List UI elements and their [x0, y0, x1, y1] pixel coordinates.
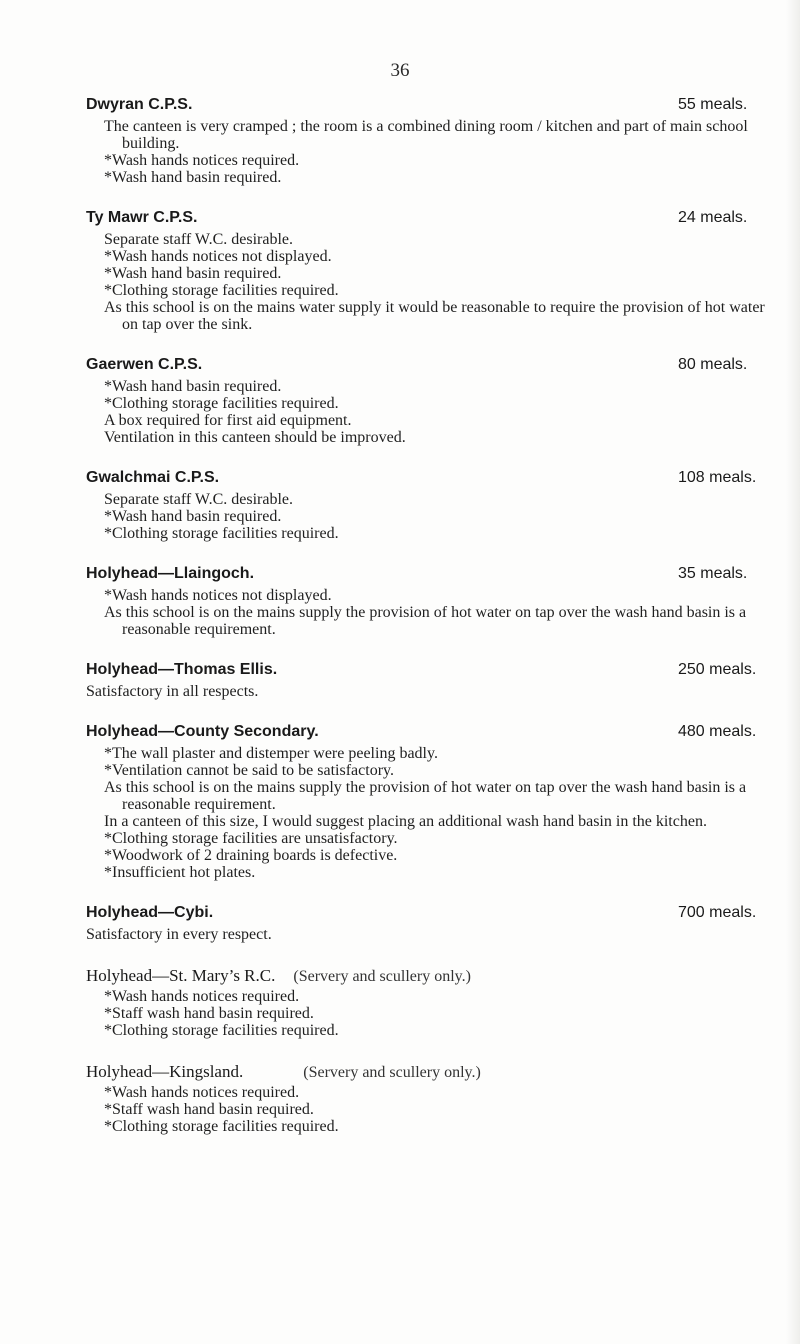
entry-header — [86, 209, 768, 231]
entry-line: *Clothing storage facilities are unsatisfactory. — [104, 830, 398, 847]
entry-line: *Clothing storage facilities required. — [104, 1118, 339, 1135]
entry-line: *Clothing storage facilities required. — [104, 395, 339, 412]
entry-line: *Wash hand basin required. — [104, 508, 282, 525]
meal-count: 480 meals. — [678, 723, 757, 740]
school-entry — [86, 723, 768, 881]
page-edge-shadow — [786, 0, 800, 1344]
meal-count: 250 meals. — [678, 661, 757, 678]
entry-line: *Insufficient hot plates. — [104, 864, 256, 881]
meal-count: 700 meals. — [678, 904, 757, 921]
entry-line: *The wall plaster and distemper were peeling badly. — [104, 745, 438, 762]
entry-header — [86, 469, 768, 491]
school-name: Gaerwen C.P.S. — [86, 356, 203, 373]
entry-line: As this school is on the mains supply the provision of hot water on tap over the wash hand basin is a reasonable requirement. — [104, 779, 747, 813]
report-content — [86, 96, 768, 1158]
entry-line: *Clothing storage facilities required. — [104, 525, 339, 542]
entry-line: *Wash hands notices required. — [104, 988, 300, 1005]
school-name: Holyhead—St. Mary’s R.C. — [86, 966, 276, 985]
school-entry — [86, 904, 768, 943]
entry-line: As this school is on the mains supply the provision of hot water on tap over the wash hand basin is a reasonable requirement. — [104, 604, 747, 638]
entry-line: *Ventilation cannot be said to be satisfactory. — [104, 762, 394, 779]
entry-line: *Woodwork of 2 draining boards is defective. — [104, 847, 398, 864]
entry-header — [86, 96, 768, 118]
entry-header — [86, 966, 768, 988]
entry-line: *Wash hand basin required. — [104, 265, 282, 282]
school-entry — [86, 469, 768, 542]
entry-line: Satisfactory in all respects. — [86, 683, 259, 700]
entry-note: (Servery and scullery only.) — [293, 968, 471, 985]
entry-header — [86, 356, 768, 378]
entry-line: *Clothing storage facilities required. — [104, 282, 339, 299]
meal-count: 80 meals. — [678, 356, 748, 373]
school-name: Holyhead—Thomas Ellis. — [86, 661, 278, 678]
school-entry — [86, 661, 768, 700]
entry-header — [86, 565, 768, 587]
meal-count: 24 meals. — [678, 209, 748, 226]
school-name: Ty Mawr C.P.S. — [86, 209, 198, 226]
entry-line: *Wash hands notices required. — [104, 152, 300, 169]
entry-line: *Wash hands notices required. — [104, 1084, 300, 1101]
entry-line: *Staff wash hand basin required. — [104, 1101, 314, 1118]
school-entry — [86, 356, 768, 446]
entry-line: Separate staff W.C. desirable. — [104, 231, 293, 248]
school-entry — [86, 966, 768, 1039]
entry-line: Ventilation in this canteen should be improved. — [104, 429, 406, 446]
school-name: Holyhead—Kingsland. — [86, 1062, 244, 1081]
school-entry — [86, 209, 768, 333]
page-number: 36 — [390, 60, 410, 81]
school-entry — [86, 96, 768, 186]
school-name: Gwalchmai C.P.S. — [86, 469, 220, 486]
entry-line: *Staff wash hand basin required. — [104, 1005, 314, 1022]
school-entry — [86, 565, 768, 638]
school-entry — [86, 1062, 768, 1135]
entry-line: Satisfactory in every respect. — [86, 926, 272, 943]
entry-line: Separate staff W.C. desirable. — [104, 491, 293, 508]
school-name: Holyhead—County Secondary. — [86, 723, 319, 740]
entry-line: A box required for first aid equipment. — [104, 412, 352, 429]
meal-count: 108 meals. — [678, 469, 757, 486]
school-name: Holyhead—Llaingoch. — [86, 565, 255, 582]
entry-line: The canteen is very cramped ; the room is a combined dining room / kitchen and part of main school building. — [104, 118, 748, 152]
entry-line: As this school is on the mains water supply it would be reasonable to require the provision of hot water on tap over the sink. — [104, 299, 765, 333]
entry-line: *Wash hands notices not displayed. — [104, 248, 332, 265]
entry-header — [86, 723, 768, 745]
school-name: Dwyran C.P.S. — [86, 96, 193, 113]
entry-line: *Wash hand basin required. — [104, 378, 282, 395]
entry-line: *Clothing storage facilities required. — [104, 1022, 339, 1039]
meal-count: 35 meals. — [678, 565, 748, 582]
school-name: Holyhead—Cybi. — [86, 904, 214, 921]
entry-header — [86, 661, 768, 683]
entry-line: In a canteen of this size, I would suggest placing an additional wash hand basin in the kitchen. — [104, 813, 707, 830]
entry-note: (Servery and scullery only.) — [303, 1064, 481, 1081]
entry-line: *Wash hand basin required. — [104, 169, 282, 186]
entry-header — [86, 904, 768, 926]
meal-count: 55 meals. — [678, 96, 748, 113]
entry-line: *Wash hands notices not displayed. — [104, 587, 332, 604]
entry-header — [86, 1062, 768, 1084]
